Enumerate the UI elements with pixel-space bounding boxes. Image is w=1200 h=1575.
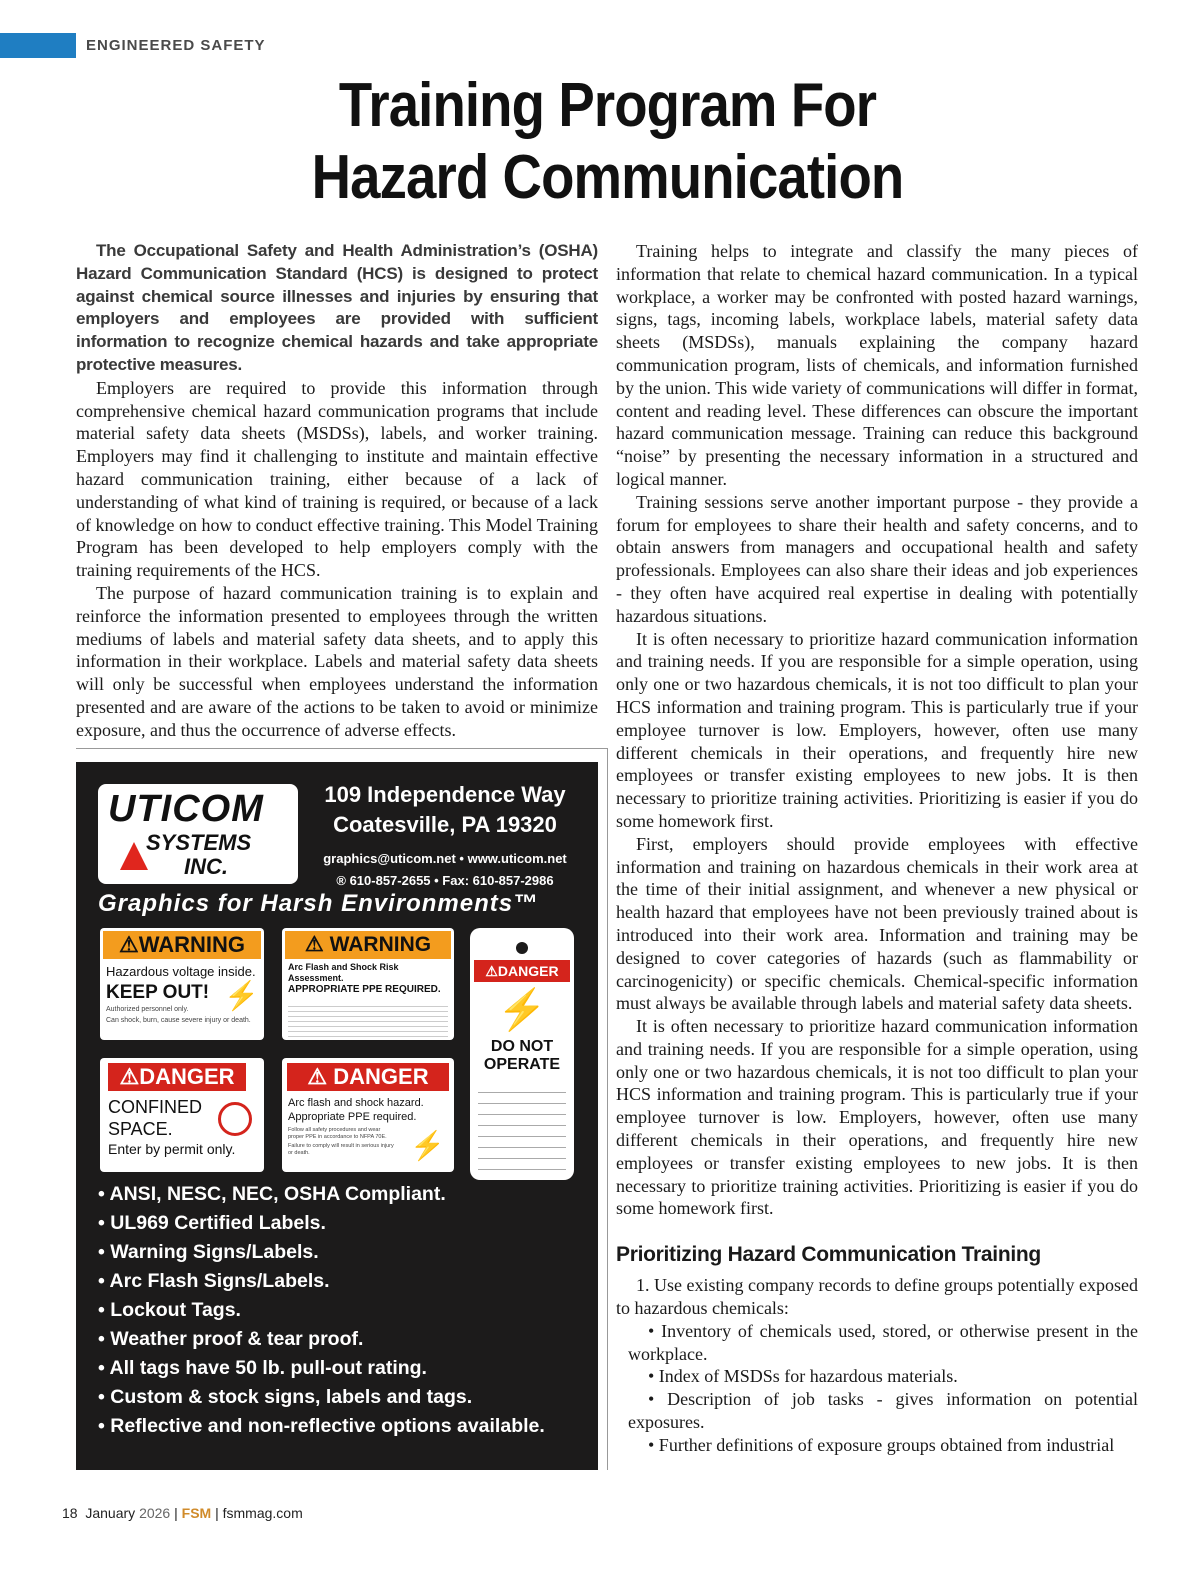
body-paragraph: It is often necessary to prioritize hazard communication information and training needs. If you are responsible for a simple operation, using only one or two hazardous chemicals, it is not too difficult to plan your HCS information and training program. This is particularly true if your employee turnover is low. Employers, however, often use many different chemicals in their operations, and frequently hire new employees or transfer existing employees to new jobs. It is then necessary to prioritize training activities. Prioritizing is easier if you do some homework first. xyxy=(616,628,1138,831)
step-paragraph: 1. Use existing company records to define groups potentially exposed to hazardous chemicals: xyxy=(616,1275,1138,1319)
sign-header: ⚠DANGER xyxy=(474,960,570,982)
feature-item: • All tags have 50 lb. pull-out rating. xyxy=(98,1357,427,1379)
bullet-item: • Further definitions of exposure groups obtained from industrial xyxy=(648,1434,1115,1455)
danger-tag-do-not-operate xyxy=(470,928,574,1180)
sign-header: ⚠DANGER xyxy=(108,1063,246,1091)
logo-text-inc: INC. xyxy=(184,854,228,879)
tag-hole xyxy=(516,942,528,954)
ad-tagline: Graphics for Harsh Environments™ xyxy=(98,890,539,917)
feature-item: • Warning Signs/Labels. xyxy=(98,1241,319,1263)
tag-form-lines xyxy=(478,1082,566,1172)
logo-text-uticom: UTICOM xyxy=(108,788,264,830)
page-number: 18 xyxy=(62,1505,78,1521)
feature-list xyxy=(98,1180,545,1441)
sign-text: Appropriate PPE required. xyxy=(288,1111,417,1123)
electrocution-figure-icon: ⚡ xyxy=(410,1130,445,1161)
uticom-logo xyxy=(98,784,298,884)
electrocution-figure-icon: ⚡ xyxy=(497,988,547,1032)
sign-text: DO NOT xyxy=(490,1038,554,1055)
left-column xyxy=(76,240,598,742)
body-paragraph: The purpose of hazard communication training is to explain and reinforce the information presented to employees through the written mediums of labels and material safety data sheets, and to apply this information in their workplace. Labels and material safety data sheets will only be successful when employees understand the information presented and are aware of the actions to be taken to avoid or minimize exposure, and thus the occurrence of adverse effects. xyxy=(76,582,598,740)
subheading: Prioritizing Hazard Communication Training xyxy=(616,1243,1041,1267)
bullet-item: • Index of MSDSs for hazardous materials. xyxy=(648,1366,958,1387)
sign-text: OPERATE xyxy=(483,1056,561,1073)
sign-text: KEEP OUT! xyxy=(106,982,210,1003)
feature-item: • Lockout Tags. xyxy=(98,1299,241,1321)
divider-vertical xyxy=(607,748,608,1470)
body-paragraph: Training helps to integrate and classify the many pieces of information that relate to chemical hazard communication. In a typical workplace, a worker may be confronted with posted hazard warnings, signs, tags, incoming labels, workplace labels, material safety data sheets (MSDSs), manuals explaining the company hazard communication program, lists of chemicals, and information furnished by the union. This wide variety of communications will differ in format, content and reading level. These differences can obscure the important hazard communication message. Training can reduce this background “noise” by presenting the necessary information in a structured and logical manner. xyxy=(616,241,1138,489)
sign-text: Arc flash and shock hazard. xyxy=(288,1097,424,1109)
sign-text: APPROPRIATE PPE REQUIRED. xyxy=(288,984,441,995)
body-paragraph: It is often necessary to prioritize hazard communication information and training needs. If you are responsible for a simple operation, using only one or two hazardous chemicals, it is not too difficult to plan your HCS information and training program. This is particularly true if your employee turnover is low. Employers, however, often use many different chemicals in their operations, and frequently hire new employees or transfer existing employees to new jobs. It is then necessary to prioritize training activities. Prioritizing is easier if you do some homework first. xyxy=(616,1016,1138,1219)
address-line-1: 109 Independence Way xyxy=(324,782,566,807)
bullet-item: • Inventory of chemicals used, stored, or otherwise present in the workplace. xyxy=(628,1320,1138,1364)
sign-text: CONFINED xyxy=(108,1097,202,1117)
sign-text: Hazardous voltage inside. xyxy=(106,964,256,979)
section-color-tab xyxy=(0,33,76,58)
issue-month: January xyxy=(85,1505,136,1521)
warning-sign-arc-flash xyxy=(282,928,454,1040)
bullet-item: • Description of job tasks - gives information on potential exposures. xyxy=(628,1389,1138,1433)
advertisement[interactable] xyxy=(76,762,598,1470)
feature-item: • Custom & stock signs, labels and tags. xyxy=(98,1386,473,1408)
contact-phone-fax: ® 610-857-2655 • Fax: 610-857-2986 xyxy=(336,873,554,888)
sign-text: Authorized personnel only. xyxy=(106,1006,189,1013)
feature-item: • ANSI, NESC, NEC, OSHA Compliant. xyxy=(98,1183,446,1205)
right-column xyxy=(616,240,1138,1457)
danger-sign-confined-space xyxy=(100,1058,264,1172)
feature-item: • UL969 Certified Labels. xyxy=(98,1212,326,1234)
feature-item: • Reflective and non-reflective options available. xyxy=(98,1415,545,1437)
magazine-brand: FSM xyxy=(181,1505,212,1521)
body-paragraph: Training sessions serve another important purpose - they provide a forum for employees to share their health and safety concerns, and to obtain answers from managers and occupational health and safety professionals. Employees can also share their ideas and job experiences - they often have acquired real expertise in dealing with potentially hazardous situations. xyxy=(616,491,1138,626)
warning-sign-keep-out xyxy=(100,928,264,1040)
sign-text: Follow all safety procedures and wear proper PPE in accordance to NFPA 70E. xyxy=(288,1127,387,1140)
footer-separator: | xyxy=(174,1505,178,1521)
ad-address xyxy=(310,780,580,840)
feature-item: • Weather proof & tear proof. xyxy=(98,1328,364,1350)
section-label: ENGINEERED SAFETY xyxy=(86,37,266,54)
sign-text: Arc Flash and Shock Risk Assessment. xyxy=(288,962,399,983)
sign-fine-print xyxy=(288,1002,448,1040)
logo-text-systems: SYSTEMS xyxy=(146,830,252,855)
ad-contact xyxy=(310,848,580,892)
lightning-bolt-icon xyxy=(120,842,148,870)
sign-header: ⚠ WARNING xyxy=(285,931,451,959)
sign-text: Can shock, burn, cause severe injury or death. xyxy=(106,1017,251,1024)
title-line-2: Hazard Communication xyxy=(311,143,904,212)
sign-text: Enter by permit only. xyxy=(108,1141,236,1157)
danger-sign-arc-flash xyxy=(282,1058,454,1172)
body-paragraph: First, employers should provide employees with effective information and training on hazardous chemicals in their work area at the time of their initial assignment, and whenever a new physical or health hazard that employees have not been previously trained about is introduced into their work area. Information and training may be designed to cover categories of hazards (such as flammability or carcinogenicity) or specific chemicals. Chemical-specific information must always be available through labels and material safety data sheets. xyxy=(616,833,1138,1014)
page-title xyxy=(73,70,1142,214)
lead-paragraph: The Occupational Safety and Health Administration’s (OSHA) Hazard Communication Standard (HCS) is designed to protect against chemical source illnesses and injuries by ensuring that employers and employees are provided with sufficient information to recognize chemical hazards and take appropriate protective measures. xyxy=(76,241,598,374)
electrocution-figure-icon: ⚡ xyxy=(224,980,259,1011)
address-line-2: Coatesville, PA 19320 xyxy=(333,812,557,837)
body-paragraph: Employers are required to provide this information through comprehensive chemical hazard communication programs that include material safety data sheets (MSDSs), labels, and worker training. Employers may find it challenging to institute and maintain effective hazard communication training, either because of a lack of understanding of what kind of training is required, or because of a lack of knowledge on how to conduct effective training. This Model Training Program has been developed to help employers comply with the training requirements of the HCS. xyxy=(76,377,598,581)
no-entry-icon xyxy=(218,1102,252,1136)
sign-text: SPACE. xyxy=(108,1119,173,1139)
title-line-1: Training Program For xyxy=(338,71,877,140)
divider-horizontal xyxy=(76,748,608,749)
magazine-site-link[interactable]: fsmmag.com xyxy=(222,1505,303,1521)
sign-header: ⚠ DANGER xyxy=(287,1063,449,1091)
feature-item: • Arc Flash Signs/Labels. xyxy=(98,1270,330,1292)
sign-text: Failure to comply will result in serious injury or death. xyxy=(288,1143,394,1156)
page-footer xyxy=(62,1505,303,1521)
sign-header: ⚠WARNING xyxy=(103,931,261,959)
issue-year: 2026 xyxy=(139,1505,171,1521)
contact-web-email: graphics@uticom.net • www.uticom.net xyxy=(323,851,567,866)
footer-separator: | xyxy=(215,1505,219,1521)
